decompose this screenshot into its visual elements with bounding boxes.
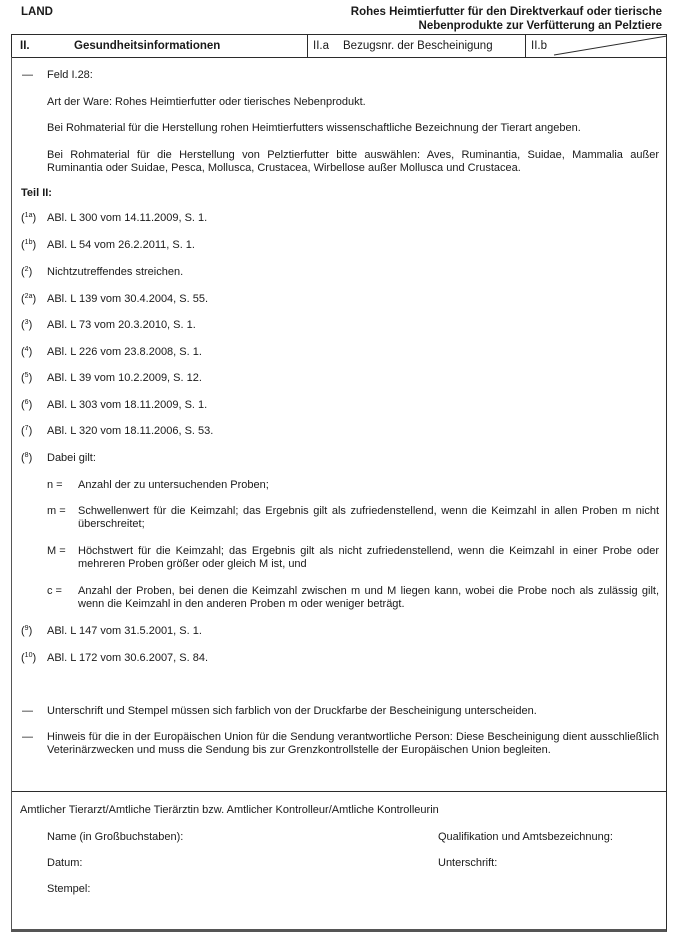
footnote-text: ABl. L 226 vom 23.8.2008, S. 1. bbox=[47, 346, 202, 358]
section-header-row bbox=[11, 34, 667, 58]
name-field-label[interactable]: Name (in Großbuchstaben): bbox=[47, 831, 184, 843]
part-number: II. bbox=[20, 40, 30, 52]
footnote-marker: ($^{1a}$) bbox=[21, 212, 37, 224]
definition-text: Schwellenwert für die Keimzahl; das Ergebnis gilt als zufriedenstellend, wenn die Keimzahl in allen Proben m nicht überschreitet; bbox=[78, 505, 659, 530]
document-title-line-1: Rohes Heimtierfutter für den Direktverkauf oder tierische bbox=[350, 6, 662, 18]
official-heading: Amtlicher Tierarzt/Amtliche Tierärztin bzw. Amtlicher Kontrolleur/Amtliche Kontrolleurin bbox=[20, 804, 439, 816]
footnote-marker: ($^4$) bbox=[21, 346, 33, 358]
feld-paragraph-1: Art der Ware: Rohes Heimtierfutter oder tierisches Nebenprodukt. bbox=[47, 96, 366, 108]
field-b-number: II.b bbox=[531, 40, 547, 52]
field-a-label: Bezugsnr. der Bescheinigung bbox=[343, 40, 493, 52]
footnote-marker: ($^8$) bbox=[21, 452, 33, 464]
date-field-label[interactable]: Datum: bbox=[47, 857, 83, 869]
reference-number-cell[interactable] bbox=[308, 35, 526, 57]
footnote-marker: ($^2$) bbox=[21, 266, 33, 278]
footnote-marker: ($^3$) bbox=[21, 319, 33, 331]
signature-field-label[interactable]: Unterschrift: bbox=[438, 857, 498, 869]
field-a-number: II.a bbox=[313, 40, 329, 52]
footnote-marker: ($^9$) bbox=[21, 625, 33, 637]
footnote-marker: ($^6$) bbox=[21, 399, 33, 411]
footnote-marker: ($^{2a}$) bbox=[21, 293, 37, 305]
footnote-text: ABl. L 73 vom 20.3.2010, S. 1. bbox=[47, 319, 196, 331]
footnote-text: ABl. L 300 vom 14.11.2009, S. 1. bbox=[47, 212, 208, 224]
teil-heading: Teil II: bbox=[21, 187, 52, 199]
notes-box bbox=[11, 57, 667, 792]
footnote-text: ABl. L 172 vom 30.6.2007, S. 84. bbox=[47, 652, 209, 664]
qualification-field-label[interactable]: Qualifikation und Amtsbezeichnung: bbox=[438, 831, 613, 843]
country-label: LAND bbox=[21, 6, 53, 18]
eu-responsible-person-note: Hinweis für die in der Europäischen Union für die Sendung verantwortliche Person: Diese Bescheinigung dient ausschließlich Veterinärzwecken und muss die Sendung bis zur Grenzkontrollstelle der Europäischen Union begleiten. bbox=[47, 731, 659, 756]
feld-paragraph-2: Bei Rohmaterial für die Herstellung rohen Heimtierfutters wissenschaftliche Bezeichnung der Tierart angeben. bbox=[47, 122, 581, 134]
document-title-line-2: Nebenprodukte zur Verfütterung an Pelztiere bbox=[418, 20, 662, 32]
bullet-dash: — bbox=[22, 731, 33, 743]
footnote-text: ABl. L 303 vom 18.11.2009, S. 1. bbox=[47, 399, 208, 411]
definition-text: Anzahl der zu untersuchenden Proben; bbox=[78, 479, 269, 491]
official-signature-box bbox=[11, 791, 667, 932]
footnote-marker: ($^5$) bbox=[21, 372, 33, 384]
signature-color-note: Unterschrift und Stempel müssen sich farblich von der Druckfarbe der Bescheinigung unterscheiden. bbox=[47, 705, 537, 717]
diagonal-strike-icon bbox=[526, 35, 667, 57]
definition-symbol: n = bbox=[47, 479, 63, 491]
footnote-marker: ($^{10}$) bbox=[21, 652, 37, 664]
document-title bbox=[351, 5, 662, 33]
footnote-text: ABl. L 54 vom 26.2.2011, S. 1. bbox=[47, 239, 195, 251]
definition-symbol: m = bbox=[47, 505, 66, 517]
footnote-text: ABl. L 320 vom 18.11.2006, S. 53. bbox=[47, 425, 214, 437]
footnote-text: ABl. L 147 vom 31.5.2001, S. 1. bbox=[47, 625, 202, 637]
bullet-dash: — bbox=[22, 705, 33, 717]
footnote-marker: ($^7$) bbox=[21, 425, 33, 437]
footnote-text: Dabei gilt: bbox=[47, 452, 96, 464]
footnote-text: ABl. L 39 vom 10.2.2009, S. 12. bbox=[47, 372, 202, 384]
footnote-marker: ($^{1b}$) bbox=[21, 239, 37, 251]
feld-heading: Feld I.28: bbox=[47, 69, 93, 81]
part-title: Gesundheitsinformationen bbox=[74, 40, 221, 52]
bullet-dash: — bbox=[22, 69, 33, 81]
definition-text: Anzahl der Proben, bei denen die Keimzahl zwischen m und M liegen kann, wobei die Probe noch als zulässig gilt, wenn die Keimzahl in den anderen Proben m oder weniger beträgt. bbox=[78, 585, 659, 610]
footnote-text: Nichtzutreffendes streichen. bbox=[47, 266, 184, 278]
footnote-text: ABl. L 139 vom 30.4.2004, S. 55. bbox=[47, 293, 209, 305]
stamp-field-label[interactable]: Stempel: bbox=[47, 883, 91, 895]
definition-text: Höchstwert für die Keimzahl; das Ergebnis gilt als nicht zufriedenstellend, wenn die Keimzahl in einer Probe oder mehreren Proben größer oder gleich M ist, und bbox=[78, 545, 659, 570]
field-b-cell[interactable] bbox=[526, 35, 666, 57]
definition-symbol: c = bbox=[47, 585, 62, 597]
definition-symbol: M = bbox=[47, 545, 66, 557]
feld-paragraph-3: Bei Rohmaterial für die Herstellung von Pelztierfutter bitte auswählen: Aves, Ruminantia, Suidae, Mammalia außer Ruminantia oder Suidae, Pesca, Mollusca, Crustacea, Wirbellose außer Mollusca und Crustacea. bbox=[47, 149, 659, 174]
part-title-cell bbox=[12, 35, 308, 57]
